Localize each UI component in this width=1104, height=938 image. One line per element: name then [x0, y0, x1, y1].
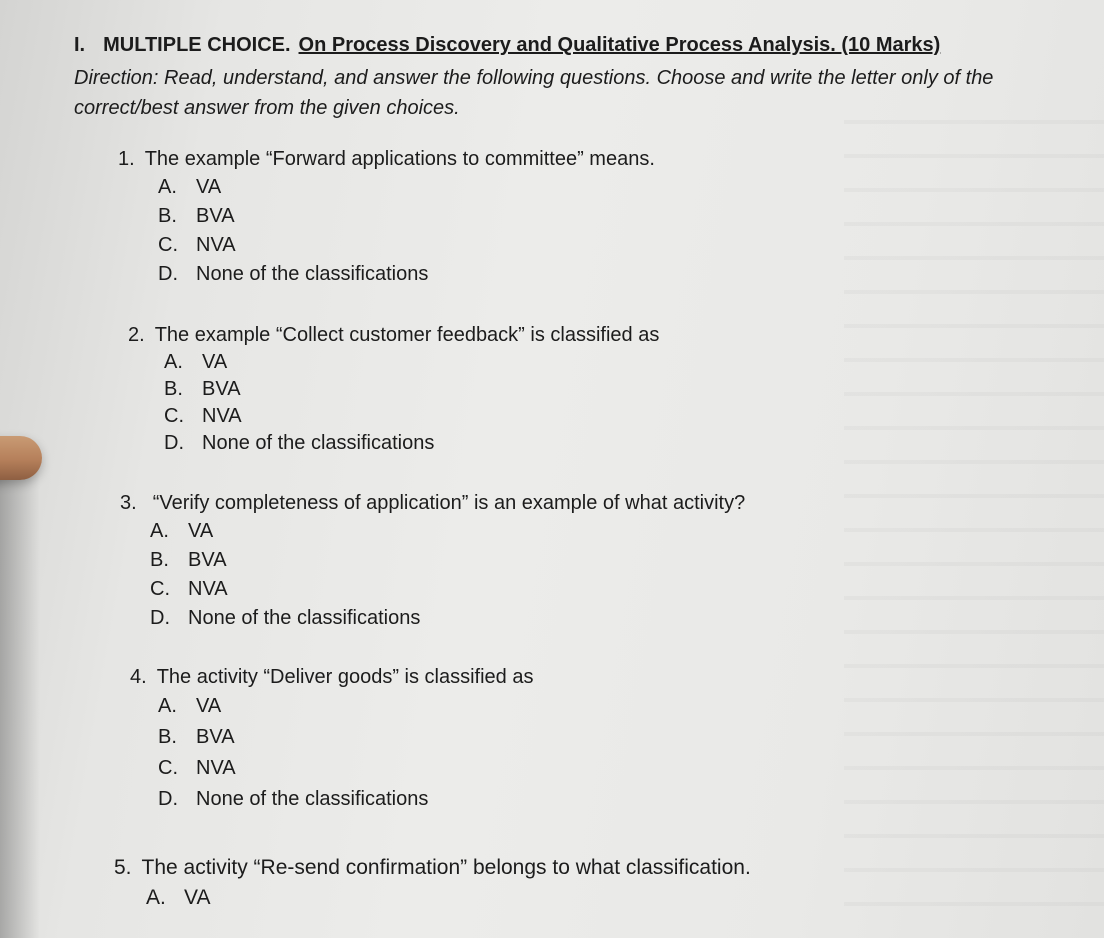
direction-text: Direction: Read, understand, and answer the following questions. Choose and write the letter only of the correct/best answer from the given choices.: [74, 67, 994, 119]
question-1: [118, 148, 655, 289]
option-d: D. None of the classifications: [158, 263, 429, 285]
section-title-line: [74, 34, 1074, 57]
question-prompt: The example “Collect customer feedback” is classified as: [154, 324, 660, 346]
question-2: [128, 324, 659, 457]
option-a: A. VA: [146, 886, 211, 909]
question-text: [130, 666, 533, 689]
option-a: A. VA: [158, 176, 222, 198]
thumb: [0, 436, 42, 480]
option-c: C. NVA: [150, 578, 228, 600]
options-list: [146, 882, 751, 914]
question-number: 1.: [118, 148, 135, 170]
options-list: [158, 691, 533, 815]
option-b: B. BVA: [158, 726, 235, 748]
question-text: [128, 324, 659, 347]
question-number: 3.: [120, 492, 137, 514]
option-b: B. BVA: [158, 205, 235, 227]
question-number: 4.: [130, 666, 147, 688]
show-through-text: [844, 90, 1104, 930]
options-list: [158, 173, 655, 289]
option-a: A. VA: [150, 520, 214, 542]
question-text: [114, 856, 751, 880]
option-b: B. BVA: [150, 549, 227, 571]
option-a: A. VA: [158, 695, 222, 717]
option-b: B. BVA: [164, 378, 241, 400]
section-header: [74, 34, 1074, 123]
question-number: 2.: [128, 324, 145, 346]
question-prompt: The example “Forward applications to committee” means.: [144, 148, 655, 170]
question-prompt: The activity “Deliver goods” is classified as: [156, 666, 534, 688]
hand-shadow: [0, 470, 40, 938]
question-text: [118, 148, 655, 171]
question-4: [130, 666, 533, 815]
option-c: C. NVA: [158, 234, 236, 256]
option-a: A. VA: [164, 351, 228, 373]
option-c: C. NVA: [164, 405, 242, 427]
section-number: I.: [74, 34, 86, 56]
option-d: D. None of the classifications: [158, 788, 429, 810]
options-list: [164, 349, 659, 457]
question-5: [114, 856, 751, 914]
option-d: D. None of the classifications: [150, 607, 421, 629]
option-d: D. None of the classifications: [164, 432, 435, 454]
section-title: MULTIPLE CHOICE.: [103, 34, 291, 56]
question-3: [120, 492, 745, 633]
option-c: C. NVA: [158, 757, 236, 779]
question-number: 5.: [114, 856, 132, 879]
question-prompt: The activity “Re-send confirmation” belongs to what classification.: [141, 856, 751, 879]
question-prompt: “Verify completeness of application” is an example of what activity?: [152, 492, 746, 514]
question-text: [120, 492, 745, 515]
options-list: [150, 517, 745, 633]
section-subtitle: On Process Discovery and Qualitative Process Analysis. (10 Marks): [298, 34, 941, 56]
